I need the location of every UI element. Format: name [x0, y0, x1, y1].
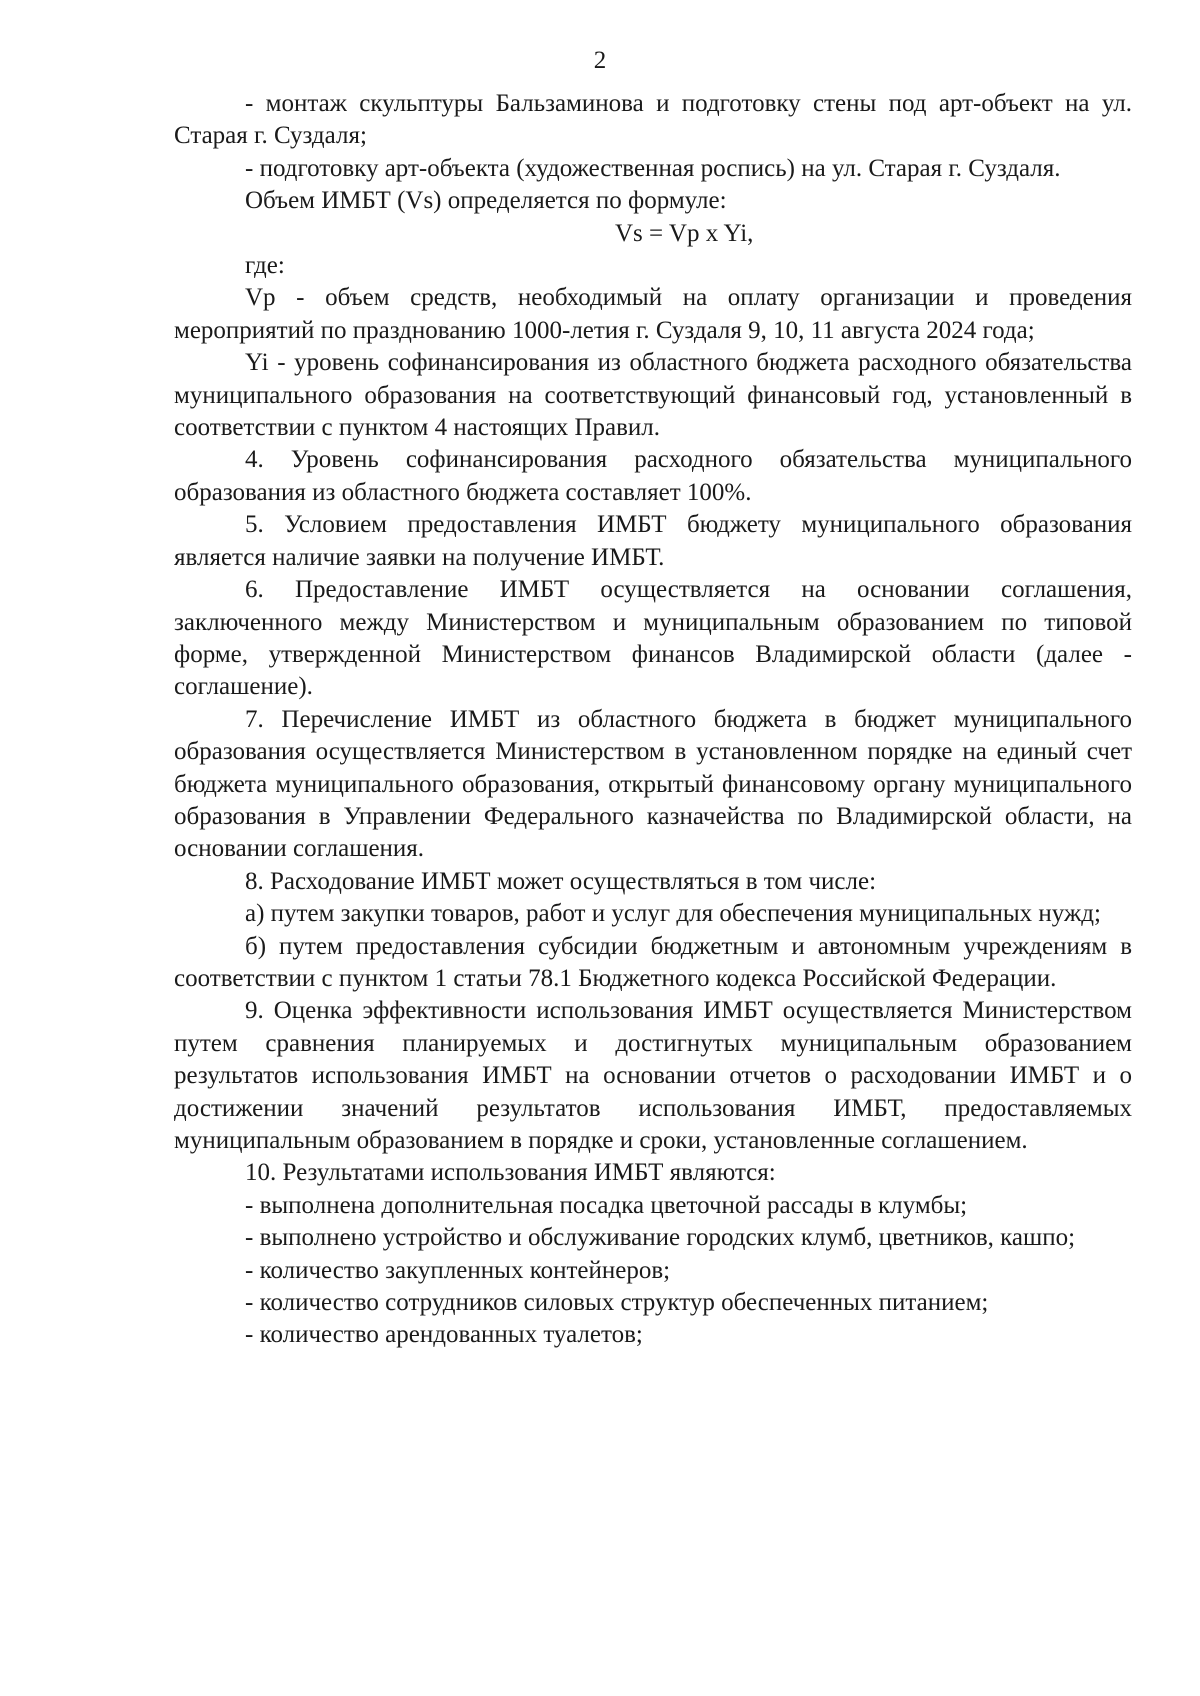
result-item-catering: - количество сотрудников силовых структур обеспеченных питанием;: [245, 1289, 989, 1317]
definition-yi: Yi - уровень софинансирования из областного бюджета расходного обязательства муниципального образования на соответствующий финансовый год, установленный в соответствии с пунктом 4 настоящих Правил.: [174, 349, 1132, 442]
result-item-flowerbeds: - выполнено устройство и обслуживание городских клумб, цветников, кашпо;: [245, 1224, 1076, 1252]
result-item-planting: - выполнена дополнительная посадка цветочной рассады в клумбы;: [245, 1191, 968, 1219]
formula-intro: Объем ИМБТ (Vs) определяется по формуле:: [245, 187, 727, 215]
result-item-toilets: - количество арендованных туалетов;: [245, 1321, 643, 1349]
clause-9: 9. Оценка эффективности использования ИМБТ осуществляется Министерством путем сравнения планируемых и достигнутых муниципальным образованием результатов использования ИМБТ на основании отчетов о расходовании ИМБТ и о достижении значений результатов использования ИМБТ, предоставляемых муниципальным образованием в порядке и сроки, установленные соглашением.: [174, 997, 1132, 1154]
clause-4: 4. Уровень софинансирования расходного обязательства муниципального образования из областного бюджета составляет 100%.: [174, 446, 1132, 506]
clause-8: 8. Расходование ИМБТ может осуществляться в том числе:: [245, 867, 877, 895]
clause-10: 10. Результатами использования ИМБТ являются:: [245, 1159, 776, 1187]
clause-5: 5. Условием предоставления ИМБТ бюджету муниципального образования является наличие заявки на получение ИМБТ.: [174, 511, 1132, 571]
definition-vp: Vp - объем средств, необходимый на оплату организации и проведения мероприятий по празднованию 1000-летия г. Суздаля 9, 10, 11 августа 2024 года;: [174, 284, 1132, 344]
clause-8a: а) путем закупки товаров, работ и услуг для обеспечения муниципальных нужд;: [245, 900, 1101, 928]
list-item-art-object: - подготовку арт-объекта (художественная роспись) на ул. Старая г. Суздаля.: [245, 154, 1061, 182]
list-item-sculpture: - монтаж скульптуры Бальзаминова и подготовку стены под арт-объект на ул. Старая г. Суздаля;: [174, 90, 1132, 150]
page-number: 2: [593, 47, 607, 74]
formula: Vs = Vp x Yi,: [615, 219, 754, 247]
clause-7: 7. Перечисление ИМБТ из областного бюджета в бюджет муниципального образования осуществляется Министерством в установленном порядке на единый счет бюджета муниципального образования, открытый финансовому органу муниципального образования в Управлении Федерального казначейства по Владимирской области, на основании соглашения.: [174, 705, 1132, 863]
clause-6: 6. Предоставление ИМБТ осуществляется на основании соглашения, заключенного между Министерством и муниципальным образованием по типовой форме, утвержденной Министерством финансов Владимирской области (далее - соглашение).: [174, 576, 1132, 701]
document-body: [174, 88, 1132, 1352]
result-item-containers: - количество закупленных контейнеров;: [245, 1256, 671, 1284]
formula-where: где:: [245, 252, 285, 280]
clause-8b: б) путем предоставления субсидии бюджетным и автономным учреждениям в соответствии с пунктом 1 статьи 78.1 Бюджетного кодекса Российской Федерации.: [174, 932, 1132, 992]
